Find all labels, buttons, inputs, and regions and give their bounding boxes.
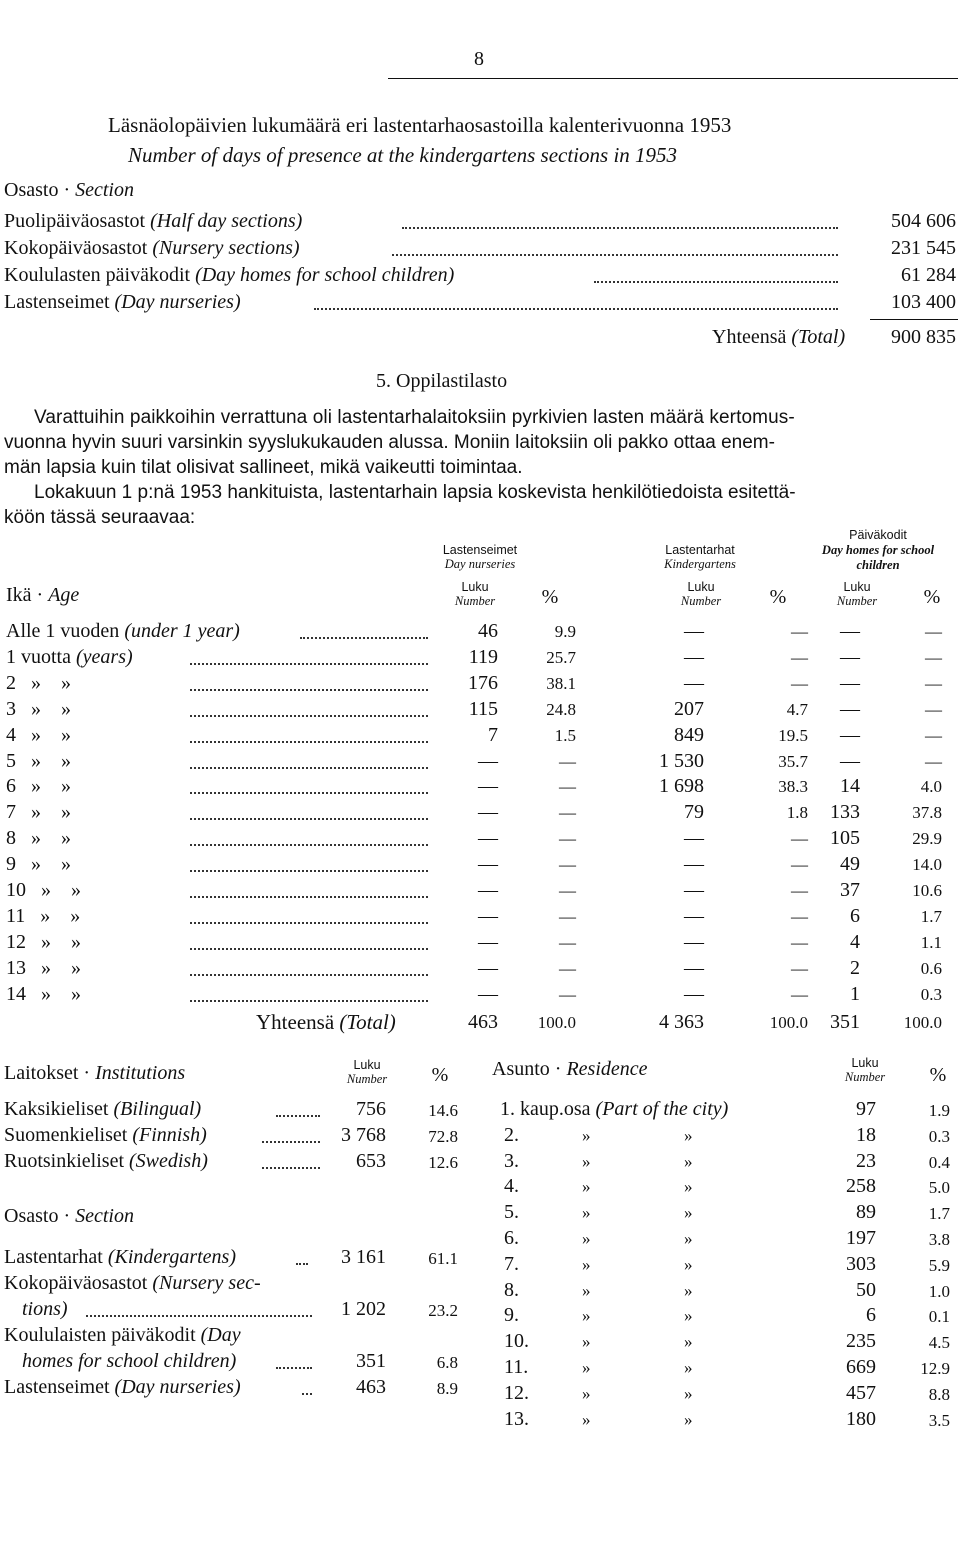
age-cell: —	[478, 750, 498, 772]
age-cell: 176	[468, 672, 498, 694]
age-cell: —	[925, 622, 942, 641]
age-row-label: 5 » »	[6, 750, 71, 772]
sections-row-label: Kokopäiväosastot (Nursery sec-	[4, 1272, 261, 1294]
age-cell: 133	[830, 801, 860, 823]
ditto-mark: »	[684, 1229, 693, 1248]
pct-header: %	[541, 586, 559, 608]
ditto-mark: »	[582, 1306, 591, 1325]
residence-num: 23	[856, 1150, 876, 1172]
leader-dots	[190, 1000, 428, 1002]
age-cell: 105	[830, 827, 860, 849]
ditto-mark: »	[582, 1358, 591, 1377]
leader-dots	[190, 870, 428, 872]
sections-pct: 61.1	[428, 1249, 458, 1268]
residence-row-number: 5.	[504, 1201, 519, 1223]
paragraph-line: vuonna hyvin suuri varsinkin syyslukukauden alussa. Moniin laitoksiin oli pakko ottaa enem-	[4, 432, 775, 453]
institutions-num: 756	[356, 1098, 386, 1120]
sections-num: 351	[356, 1350, 386, 1372]
residence-row-number: 2.	[504, 1124, 519, 1146]
residence-num: 50	[856, 1279, 876, 1301]
leader-dots	[190, 792, 428, 794]
presence-row-value: 231 545	[891, 237, 956, 259]
residence-row-number: 6.	[504, 1227, 519, 1249]
age-cell: —	[840, 646, 860, 668]
age-cell: 4	[850, 931, 860, 953]
age-cell: 4.0	[920, 777, 942, 796]
residence-num: 669	[846, 1356, 876, 1378]
residence-num: 6	[866, 1304, 876, 1326]
residence-num: 457	[846, 1382, 876, 1404]
age-cell: 1 698	[659, 775, 704, 797]
luku-header: Luku Number	[346, 1058, 388, 1086]
leader-dots	[190, 715, 428, 717]
age-cell: 1.5	[554, 726, 576, 745]
residence-num: 18	[856, 1124, 876, 1146]
age-cell: —	[478, 905, 498, 927]
age-cell: —	[478, 853, 498, 875]
leader-dots	[190, 844, 428, 846]
age-cell: —	[684, 957, 704, 979]
age-cell: 119	[468, 646, 498, 668]
age-cell: —	[478, 801, 498, 823]
age-cell: 37.8	[912, 803, 942, 822]
age-row-label: 11 » »	[6, 905, 81, 927]
age-row-label: 4 » »	[6, 724, 71, 746]
age-total-cell: 100.0	[903, 1013, 942, 1032]
age-cell: —	[791, 959, 808, 978]
age-cell: —	[684, 905, 704, 927]
age-cell: —	[684, 646, 704, 668]
residence-row-number: 3.	[504, 1150, 519, 1172]
age-cell: —	[559, 985, 576, 1004]
residence-pct: 8.8	[928, 1385, 950, 1404]
age-cell: —	[559, 881, 576, 900]
presence-row-label: Lastenseimet (Day nurseries)	[4, 291, 241, 313]
pct-header: %	[769, 586, 787, 608]
institutions-pct: 14.6	[428, 1101, 458, 1120]
age-cell: 10.6	[912, 881, 942, 900]
leader-dots	[190, 818, 428, 820]
ditto-mark: »	[684, 1306, 693, 1325]
ditto-mark: »	[684, 1177, 693, 1196]
ditto-mark: »	[582, 1281, 591, 1300]
age-cell: —	[559, 803, 576, 822]
ditto-mark: »	[582, 1126, 591, 1145]
age-cell: 9.9	[554, 622, 576, 641]
age-cell: 1.7	[920, 907, 942, 926]
leader-dots	[86, 1315, 312, 1317]
pct-header: %	[923, 586, 941, 608]
sections-row-label: Lastenseimet (Day nurseries)	[4, 1376, 241, 1398]
residence-num: 180	[846, 1408, 876, 1430]
leader-dots	[594, 281, 838, 283]
age-cell: —	[559, 855, 576, 874]
ditto-mark: »	[582, 1410, 591, 1429]
age-cell: —	[840, 672, 860, 694]
presence-header-fi: Osasto ·	[4, 179, 76, 201]
residence-pct: 1.0	[928, 1282, 950, 1301]
age-cell: —	[478, 879, 498, 901]
presence-header-en: Section	[75, 179, 134, 201]
age-cell: —	[478, 931, 498, 953]
age-cell: —	[684, 827, 704, 849]
sections-pct: 6.8	[436, 1353, 458, 1372]
sections-pct: 23.2	[428, 1301, 458, 1320]
residence-pct: 0.4	[928, 1153, 950, 1172]
age-cell: —	[791, 622, 808, 641]
residence-row-number: 8.	[504, 1279, 519, 1301]
institutions-num: 653	[356, 1150, 386, 1172]
ditto-mark: »	[684, 1152, 693, 1171]
ditto-mark: »	[582, 1332, 591, 1351]
ditto-mark: »	[684, 1281, 693, 1300]
leader-dots	[190, 663, 428, 665]
age-cell: 7	[488, 724, 498, 746]
sections-row-label: Koululaisten päiväkodit (Day	[4, 1324, 241, 1346]
sections-num: 1 202	[341, 1298, 386, 1320]
leader-dots	[190, 974, 428, 976]
col-group-kindergartens: Lastentarhat Kindergartens	[664, 543, 736, 571]
age-cell: —	[478, 775, 498, 797]
leader-dots	[392, 254, 838, 256]
sections-row-label: Lastentarhat (Kindergartens)	[4, 1246, 236, 1268]
leader-dots	[190, 896, 428, 898]
luku-header: Luku Number	[680, 580, 722, 608]
residence-pct: 3.8	[928, 1230, 950, 1249]
ditto-mark: »	[582, 1203, 591, 1222]
title-en: Number of days of presence at the kindergartens sections in 1953	[128, 143, 678, 167]
presence-total-label: Yhteensä (Total)	[712, 326, 846, 348]
age-row-label: 8 » »	[6, 827, 71, 849]
leader-dots	[190, 948, 428, 950]
residence-pct: 5.0	[928, 1178, 950, 1197]
age-cell: —	[478, 827, 498, 849]
age-cell: —	[925, 752, 942, 771]
age-cell: —	[684, 853, 704, 875]
age-row-label: 6 » »	[6, 775, 71, 797]
age-cell: 849	[674, 724, 704, 746]
age-cell: —	[925, 726, 942, 745]
sections-num: 463	[356, 1376, 386, 1398]
sections-pct: 8.9	[436, 1379, 458, 1398]
age-cell: 37	[840, 879, 860, 901]
pct-header: %	[929, 1064, 947, 1086]
age-row-label: 1 vuotta (years)	[6, 646, 133, 668]
luku-header: Luku Number	[454, 580, 496, 608]
age-cell: —	[840, 724, 860, 746]
age-cell: —	[478, 957, 498, 979]
ditto-mark: »	[582, 1255, 591, 1274]
age-cell: —	[684, 983, 704, 1005]
section-heading: 5. Oppilastilasto	[376, 370, 508, 392]
age-cell: 2	[850, 957, 860, 979]
age-cell: 0.3	[920, 985, 942, 1004]
age-cell: —	[559, 777, 576, 796]
leader-dots	[276, 1367, 312, 1369]
age-row-label: 7 » »	[6, 801, 71, 823]
age-cell: —	[791, 985, 808, 1004]
ditto-mark: »	[684, 1384, 693, 1403]
presence-row-label: Kokopäiväosastot (Nursery sections)	[4, 237, 300, 259]
residence-row-number: 11.	[504, 1356, 529, 1378]
age-cell: —	[684, 620, 704, 642]
age-cell: 14.0	[912, 855, 942, 874]
age-total-cell: 100.0	[537, 1013, 576, 1032]
presence-total-value: 900 835	[891, 326, 956, 348]
residence-row-number: 9.	[504, 1304, 519, 1326]
age-cell: —	[925, 700, 942, 719]
age-row-label: Alle 1 vuoden (under 1 year)	[6, 620, 240, 642]
residence-pct: 1.7	[928, 1204, 950, 1223]
age-cell: —	[559, 752, 576, 771]
residence-header: Asunto · Residence	[492, 1058, 648, 1080]
leader-dots	[314, 308, 838, 310]
age-cell: 1	[850, 983, 860, 1005]
age-cell: —	[840, 698, 860, 720]
sections-row-cont: tions)	[22, 1298, 68, 1320]
luku-header: Luku Number	[844, 1056, 886, 1084]
leader-dots	[190, 741, 428, 743]
leader-dots	[402, 227, 838, 229]
age-cell: —	[559, 829, 576, 848]
col-group-nurseries: Lastenseimet Day nurseries	[442, 543, 518, 571]
age-total-cell: 100.0	[769, 1013, 808, 1032]
age-cell: —	[791, 881, 808, 900]
age-row-label: 9 » »	[6, 853, 71, 875]
age-cell: —	[840, 750, 860, 772]
ditto-mark: »	[684, 1126, 693, 1145]
paragraph-line: Varattuihin paikkoihin verrattuna oli lastentarhalaitoksiin pyrkivien lasten määrä kertomus-	[34, 407, 795, 428]
age-row-label: 12 » »	[6, 931, 81, 953]
institutions-row-label: Ruotsinkieliset (Swedish)	[4, 1150, 208, 1172]
residence-num: 97	[856, 1098, 876, 1120]
age-cell: 207	[674, 698, 704, 720]
age-cell: —	[791, 829, 808, 848]
residence-row-number: 4.	[504, 1175, 519, 1197]
residence-row-number: 13.	[504, 1408, 529, 1430]
ditto-mark: »	[684, 1358, 693, 1377]
age-row-label: 3 » »	[6, 698, 71, 720]
residence-row-number: 12.	[504, 1382, 529, 1404]
age-total-label: Yhteensä (Total)	[256, 1010, 396, 1034]
residence-num: 303	[846, 1253, 876, 1275]
age-cell: —	[925, 674, 942, 693]
presence-header	[4, 179, 134, 202]
institutions-num: 3 768	[341, 1124, 386, 1146]
age-cell: 24.8	[546, 700, 576, 719]
residence-num: 89	[856, 1201, 876, 1223]
presence-row-value: 61 284	[901, 264, 956, 286]
sections-num: 3 161	[341, 1246, 386, 1268]
paragraph-line: Lokakuun 1 p:nä 1953 hankituista, lastentarhain lapsia koskevista henkilötiedoista esitettä-	[34, 482, 796, 503]
age-cell: 115	[468, 698, 498, 720]
residence-pct: 12.9	[920, 1359, 950, 1378]
total-rule	[870, 319, 958, 320]
age-cell: —	[559, 933, 576, 952]
residence-num: 197	[846, 1227, 876, 1249]
residence-pct: 0.3	[928, 1127, 950, 1146]
ditto-mark: »	[582, 1177, 591, 1196]
age-cell: 1.1	[920, 933, 942, 952]
paragraph-line: köön tässä seuraavaa:	[4, 507, 196, 528]
presence-row-value: 103 400	[891, 291, 956, 313]
age-cell: —	[684, 879, 704, 901]
ditto-mark: »	[684, 1203, 693, 1222]
institutions-row-label: Suomenkieliset (Finnish)	[4, 1124, 207, 1146]
residence-pct: 4.5	[928, 1333, 950, 1352]
age-row-label: 14 » »	[6, 983, 81, 1005]
age-cell: 49	[840, 853, 860, 875]
page-number: 8	[474, 48, 484, 70]
ditto-mark: »	[582, 1384, 591, 1403]
pct-header: %	[431, 1064, 449, 1086]
age-cell: —	[791, 907, 808, 926]
presence-row-label: Puolipäiväosastot (Half day sections)	[4, 210, 303, 232]
residence-pct: 0.1	[928, 1307, 950, 1326]
ditto-mark: »	[684, 1255, 693, 1274]
col-group-dayhomes: Päiväkodit Day homes for school children	[821, 528, 935, 572]
age-cell: 79	[684, 801, 704, 823]
ditto-mark: »	[684, 1410, 693, 1429]
presence-row-label: Koululasten päiväkodit (Day homes for school children)	[4, 264, 455, 286]
age-cell: 46	[478, 620, 498, 642]
presence-row-value: 504 606	[891, 210, 956, 232]
age-cell: 4.7	[786, 700, 808, 719]
institutions-row-label: Kaksikieliset (Bilingual)	[4, 1098, 202, 1120]
residence-row-number: 10.	[504, 1330, 529, 1352]
age-cell: 0.6	[920, 959, 942, 978]
age-cell: —	[684, 931, 704, 953]
ditto-mark: »	[684, 1332, 693, 1351]
age-cell: —	[791, 933, 808, 952]
residence-pct: 5.9	[928, 1256, 950, 1275]
leader-dots	[190, 922, 428, 924]
age-cell: 25.7	[546, 648, 576, 667]
age-row-label: 2 » »	[6, 672, 71, 694]
age-cell: 19.5	[778, 726, 808, 745]
age-cell: —	[559, 907, 576, 926]
paragraph-line: män lapsia kuin tilat olisivat sallineet, mikä vaikeutti toimintaa.	[4, 457, 523, 478]
luku-header: Luku Number	[836, 580, 878, 608]
age-cell: —	[791, 674, 808, 693]
age-cell: 38.1	[546, 674, 576, 693]
age-cell: 14	[840, 775, 860, 797]
institutions-pct: 72.8	[428, 1127, 458, 1146]
age-cell: —	[684, 672, 704, 694]
ditto-mark: »	[582, 1152, 591, 1171]
age-total-cell: 463	[468, 1011, 498, 1033]
institutions-pct: 12.6	[428, 1153, 458, 1172]
age-cell: —	[791, 855, 808, 874]
title-fi: Läsnäolopäivien lukumäärä eri lastentarhaosastoilla kalenterivuonna 1953	[108, 113, 732, 137]
leader-dots	[190, 689, 428, 691]
residence-row-label: 1. kaup.osa (Part of the city)	[500, 1098, 729, 1120]
sections-row-cont: homes for school children)	[22, 1350, 237, 1372]
top-rule	[388, 78, 958, 79]
residence-pct: 3.5	[928, 1411, 950, 1430]
institutions-header: Laitokset · Institutions	[4, 1062, 186, 1084]
leader-dots	[296, 1263, 308, 1265]
sections-header: Osasto · Section	[4, 1205, 134, 1227]
age-cell: 1 530	[659, 750, 704, 772]
residence-num: 235	[846, 1330, 876, 1352]
residence-num: 258	[846, 1175, 876, 1197]
leader-dots	[190, 767, 428, 769]
age-cell: —	[791, 648, 808, 667]
leader-dots	[300, 637, 428, 639]
age-row-label: 10 » »	[6, 879, 81, 901]
age-cell: 29.9	[912, 829, 942, 848]
age-total-cell: 351	[830, 1011, 860, 1033]
age-cell: 1.8	[786, 803, 808, 822]
age-header: Ikä · Age	[6, 584, 80, 606]
age-cell: —	[840, 620, 860, 642]
age-cell: —	[478, 983, 498, 1005]
ditto-mark: »	[582, 1229, 591, 1248]
age-cell: 38.3	[778, 777, 808, 796]
age-cell: —	[925, 648, 942, 667]
residence-row-number: 7.	[504, 1253, 519, 1275]
age-total-cell: 4 363	[659, 1011, 704, 1033]
age-row-label: 13 » »	[6, 957, 81, 979]
residence-pct: 1.9	[928, 1101, 950, 1120]
age-cell: 6	[850, 905, 860, 927]
age-cell: —	[559, 959, 576, 978]
age-cell: 35.7	[778, 752, 808, 771]
